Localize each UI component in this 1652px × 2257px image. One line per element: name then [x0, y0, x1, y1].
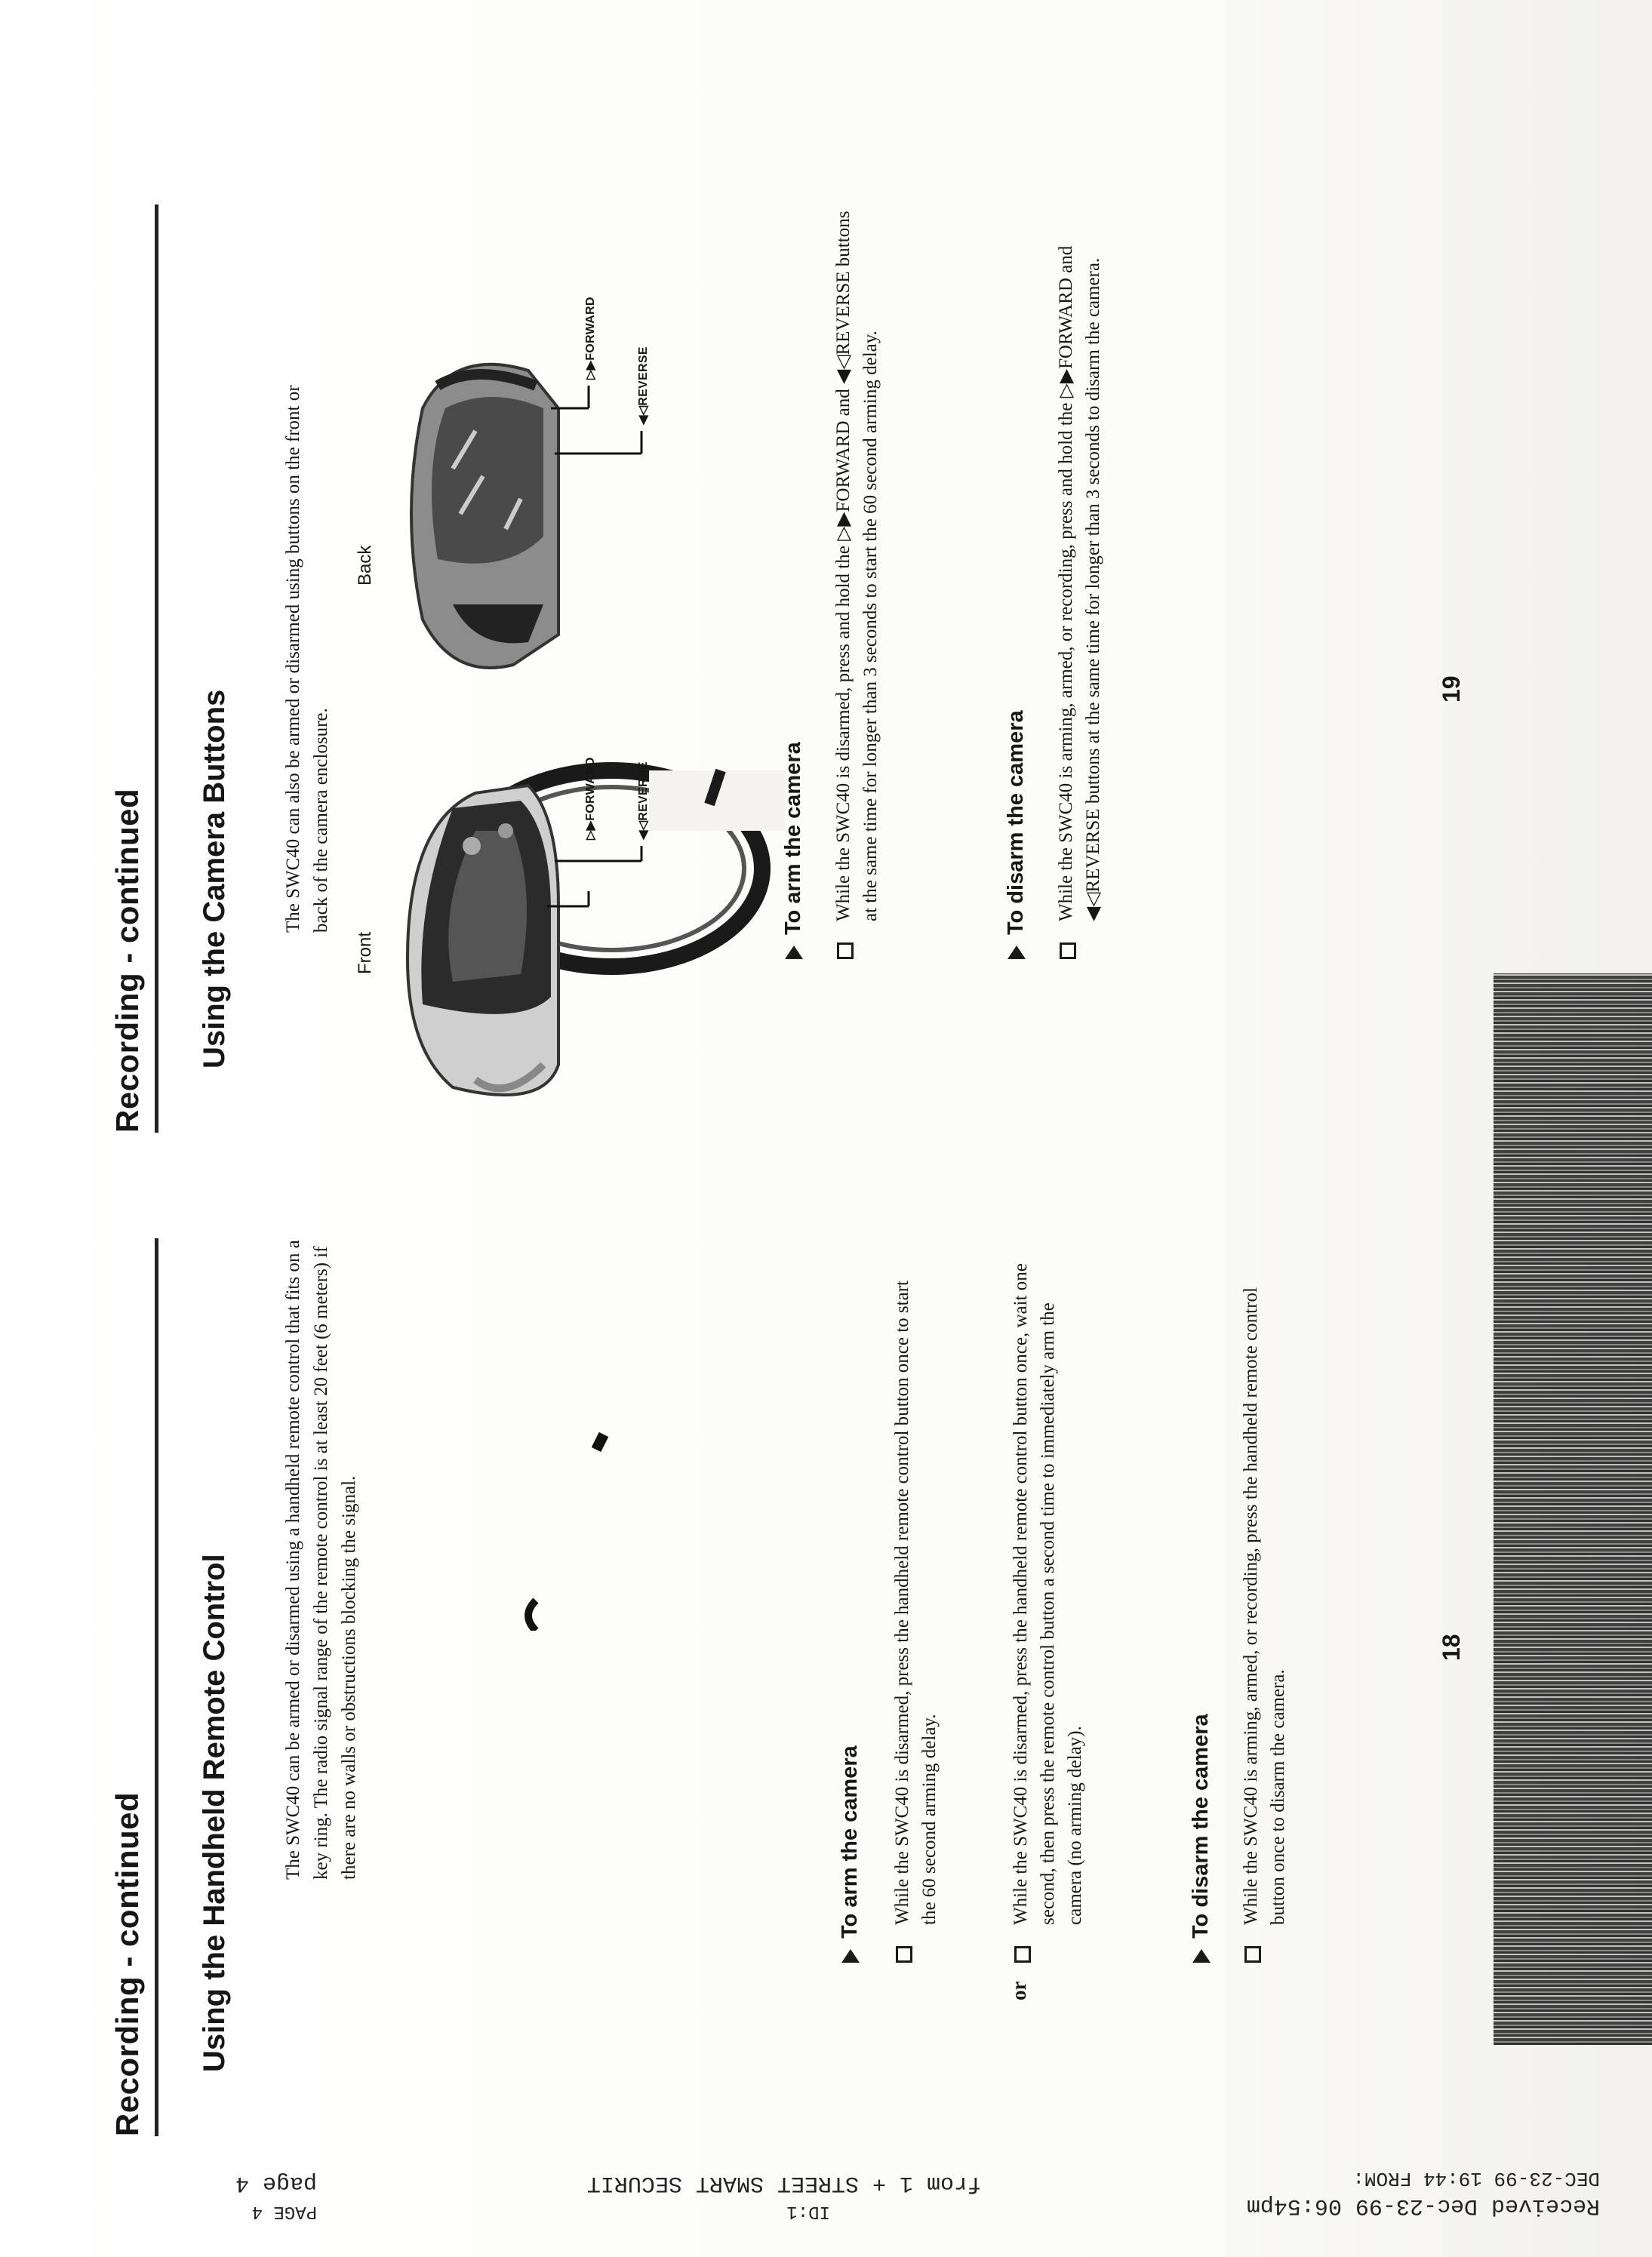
left-header-rule — [155, 1238, 158, 2136]
bullet-arrow-icon — [785, 946, 803, 959]
left-page-number: 18 — [1438, 1634, 1465, 1661]
right-arm-step-1-text: While the SWC40 is disarmed, press and hold the ▷▶FORWARD and ◀◁REVERSE buttons at the same time for longer than 3 seconds to start the 60 second arming delay. — [833, 211, 881, 921]
right-page-header: Recording - continued — [109, 788, 145, 1133]
right-arm-heading-text: To arm the camera — [781, 742, 805, 935]
right-section-title: Using the Camera Buttons — [198, 689, 231, 1069]
right-disarm-step-1 — [1053, 204, 1107, 959]
back-forward-label: ▷▶FORWARD — [584, 297, 597, 380]
left-arm-step-1-text: While the SWC40 is disarmed, press the handheld remote control button once to start the 60 second arming delay. — [892, 1281, 940, 1925]
front-reverse-label: ◀◁REVERSE — [637, 761, 650, 840]
camera-buttons-illustration — [392, 197, 717, 1133]
fax-page-label: page 4 — [235, 2170, 317, 2196]
back-reverse-label: ◀◁REVERSE — [637, 346, 650, 425]
left-arm-step-2 — [1008, 1261, 1089, 1963]
left-arm-heading-text: To arm the camera — [838, 1745, 862, 1939]
left-arm-heading — [838, 1745, 863, 1963]
right-page-number: 19 — [1438, 675, 1465, 703]
left-disarm-step-1-text: While the SWC40 is arming, armed, or recording, press the handheld remote control button once to disarm the camera. — [1241, 1287, 1288, 1925]
left-disarm-heading — [1189, 1714, 1214, 1963]
fax-page-label-2: PAGE 4 — [251, 2201, 317, 2222]
fax-id-line: ID:1 — [786, 2201, 830, 2222]
camera-front-photo — [408, 786, 641, 1095]
checkbox-icon — [896, 1946, 912, 1963]
fax-dec-line: DEC-23-99 19:44 FROM: — [1352, 2167, 1600, 2190]
left-section-title: Using the Handheld Remote Control — [198, 1554, 231, 2072]
right-intro-text: The SWC40 can also be armed or disarmed using buttons on the front or back of the camera enclosure. — [283, 385, 331, 933]
left-arm-step-1 — [889, 1261, 943, 1963]
right-arm-step-1 — [830, 204, 884, 959]
left-disarm-step-1 — [1238, 1261, 1292, 1963]
bullet-arrow-icon — [841, 1949, 860, 1963]
back-label: Back — [355, 545, 375, 586]
right-disarm-step-1-text: While the SWC40 is arming, armed, or recording, press and hold the ▷▶FORWARD and ◀◁REVERSE buttons at the same time for longer than 3 seconds to disarm the camera. — [1056, 245, 1103, 921]
right-disarm-heading-text: To disarm the camera — [1004, 710, 1028, 935]
camera-back-photo — [411, 364, 641, 668]
checkbox-icon — [1244, 1946, 1261, 1963]
bullet-arrow-icon — [1192, 1949, 1211, 1963]
checkbox-icon — [1060, 942, 1076, 959]
checkbox-icon — [837, 942, 854, 959]
left-arm-step-2-text: While the SWC40 is disarmed, press the handheld remote control button once, wait one second, then press the remote control button a second time to immediately arm the camera (no arming delay). — [1011, 1263, 1085, 1925]
front-label: Front — [355, 931, 375, 974]
bullet-arrow-icon — [1008, 946, 1026, 959]
front-forward-label: ▷▶FORWARD — [584, 757, 597, 840]
right-arm-heading — [781, 742, 806, 959]
left-disarm-heading-text: To disarm the camera — [1189, 1714, 1213, 1939]
fax-received-line: Received Dec-23-99 06:54pm — [1246, 2193, 1600, 2219]
fax-from-line: from 1 + STREET SMART SECURIT — [586, 2170, 981, 2196]
right-header-rule — [155, 204, 158, 1133]
or-label: or — [1008, 1981, 1030, 2000]
right-disarm-heading — [1004, 710, 1029, 959]
left-page-header: Recording - continued — [109, 1791, 145, 2136]
left-intro-text: The SWC40 can be armed or disarmed using a handheld remote control that fits on a key ring. The radio signal range of the remote control is at least 20 feet (6 meters) if there are no walls or obstructions blocking the signal. — [283, 1240, 359, 1880]
checkbox-icon — [1014, 1946, 1031, 1963]
